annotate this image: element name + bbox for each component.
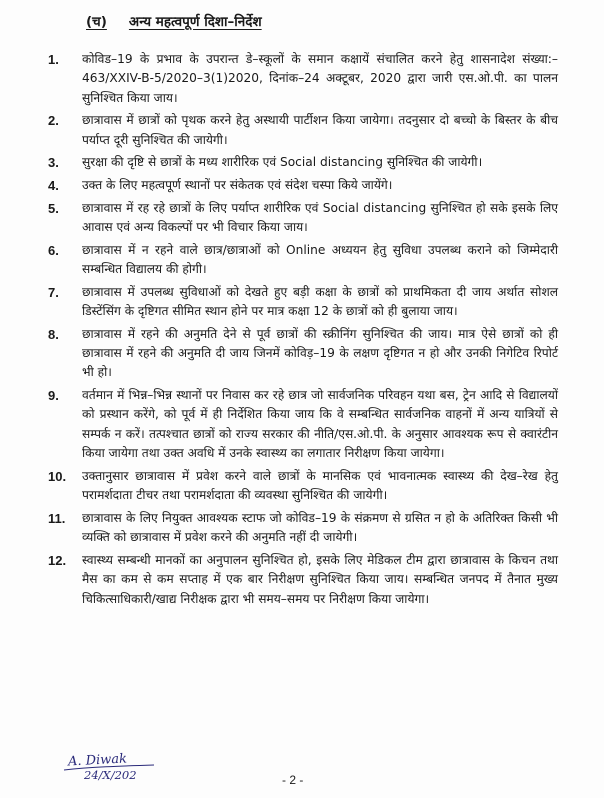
item-number: 11. xyxy=(48,510,66,526)
section-title: अन्य महत्वपूर्ण दिशा–निर्देश xyxy=(128,14,262,30)
item-number: 10. xyxy=(48,468,67,484)
item-text: छात्रावास में रह रहे छात्रों के लिए पर्याप्त शारीरिक एवं Social distancing सुनिश्चित हो सके इसके लिए आवास एवं अन्य विकल्पों पर भी विचार किया जाय। xyxy=(82,200,558,234)
item-text: उक्त के लिए महत्वपूर्ण स्थानों पर संकेतक एवं संदेश चस्पा किये जायेंगे। xyxy=(82,178,393,192)
item-number: 7. xyxy=(48,284,59,300)
item-number: 3. xyxy=(48,155,59,171)
item-number: 8. xyxy=(48,326,59,342)
item-text: कोविड–19 के प्रभाव के उपरान्त डे–स्कूलों के समान कक्षायें संचालित करने हेतु शासनादेश संख्या:–463/XXIV-B-5/2020–3(1)2020, दिनांक–24 अक्टूबर, 2020 द्वारा जारी एस.ओ.पी. का पालन सुनिश्चित किया जाय। xyxy=(82,52,558,105)
item-number: 9. xyxy=(48,388,59,403)
item-number: 1. xyxy=(48,52,59,67)
item-number: 5. xyxy=(48,200,59,216)
list-item xyxy=(44,386,558,464)
list-item xyxy=(44,199,558,238)
section-heading xyxy=(86,12,262,30)
item-text: छात्रावास में रहने की अनुमति देने से पूर्व छात्रों की स्क्रीनिंग सुनिश्चित की जाय। मात्र ऐसे छात्रों को ही छात्रावास में रहने की अनुमति दी जाय जिनमें कोविड़–19 के लक्षण दृष्टिगत न हो और उनकी निगेटिव रिपोर्ट भी हो। xyxy=(82,326,558,380)
list-item xyxy=(44,111,558,150)
list-item xyxy=(44,176,558,195)
list-item xyxy=(44,153,558,172)
handwritten-signature xyxy=(60,753,160,789)
item-text: उक्तानुसार छात्रावास में प्रवेश करने वाले छात्रों के मानसिक एवं भावनात्मक स्वास्थ्य की देख–रेख हेतु परामर्शदाता टीचर तथा परामर्शदाता की व्यवस्था सुनिश्चित की जायेगी। xyxy=(82,468,558,503)
directive-list xyxy=(44,50,558,612)
item-text: स्वास्थ्य सम्बन्धी मानकों का अनुपालन सुनिश्चित हो, इसके लिए मेडिकल टीम द्वारा छात्रावास के किचन तथा मैस का कम से कम सप्ताह में एक बार निरीक्षण सुनिश्चित किया जाय। सम्बन्धित जनपद में तैनात मुख्य चिकित्साधिकारी/खाद्य निरीक्षक द्वारा भी समय–समय पर निरीक्षण किया जायेगा। xyxy=(82,552,558,606)
list-item xyxy=(44,551,558,609)
item-number: 6. xyxy=(48,242,59,258)
item-text: छात्रावास में उपलब्ध सुविधाओं को देखते हुए बड़ी कक्षा के छात्रों को प्राथमिकता दी जाय अर्थात सोशल डिस्टेंसिंग के दृष्टिगत सीमित स्थान होने पर मात्र कक्षा 12 के छात्रों को ही बुलाया जाय। xyxy=(82,284,558,318)
item-text: छात्रावास में न रहने वाले छात्र/छात्राओं को Online अध्ययन हेतु सुविधा उपलब्ध कराने को जिम्मेदारी सम्बन्धित विद्यालय की होगी। xyxy=(82,242,558,276)
list-item xyxy=(44,241,558,280)
list-item xyxy=(44,467,558,506)
list-item xyxy=(44,325,558,383)
page-number: - 2 - xyxy=(282,773,304,787)
signature-name: A. Diwak xyxy=(67,751,128,770)
signature-date: 24/X/202 xyxy=(84,768,137,782)
item-text: वर्तमान में भिन्न–भिन्न स्थानों पर निवास कर रहे छात्र जो सार्वजनिक परिवहन यथा बस, ट्रेन आदि से विद्यालयों को प्रस्थान करेंगे, को पूर्व में ही निर्देशित किया जाय कि वे सम्बन्धित सार्वजनिक वाहनों में अन्य यात्रियों से सम्पर्क न करें। तत्पश्चात छात्रों को राज्य सरकार की नीति/एस.ओ.पी. के अनुसार आवश्यक रूप से क्वारंटीन किया जायेगा तथा उक्त अवधि में उनके स्वास्थ्य का लगातार निरीक्षण किया जायेगा। xyxy=(82,388,558,461)
item-text: छात्रावास में छात्रों को पृथक करने हेतु अस्थायी पार्टीशन किया जायेगा। तदनुसार दो बच्चो के बिस्तर के बीच पर्याप्त दूरी सुनिश्चित की जायेगी। xyxy=(82,113,558,147)
item-number: 12. xyxy=(48,552,67,568)
list-item xyxy=(44,509,558,548)
list-item xyxy=(44,50,558,108)
item-text: छात्रावास के लिए नियुक्त आवश्यक स्टाफ जो कोविड–19 के संक्रमण से ग्रसित न हो के अतिरिक्त किसी भी व्यक्ति को छात्रावास में प्रवेश करने की अनुमति नहीं दी जायेगी। xyxy=(82,510,558,545)
item-text: सुरक्षा की दृष्टि से छात्रों के मध्य शारीरिक एवं Social distancing सुनिश्चित की जायेगी। xyxy=(82,155,483,170)
item-number: 2. xyxy=(48,113,59,129)
section-marker: (च) xyxy=(86,14,107,30)
list-item xyxy=(44,283,558,322)
item-number: 4. xyxy=(48,178,59,193)
